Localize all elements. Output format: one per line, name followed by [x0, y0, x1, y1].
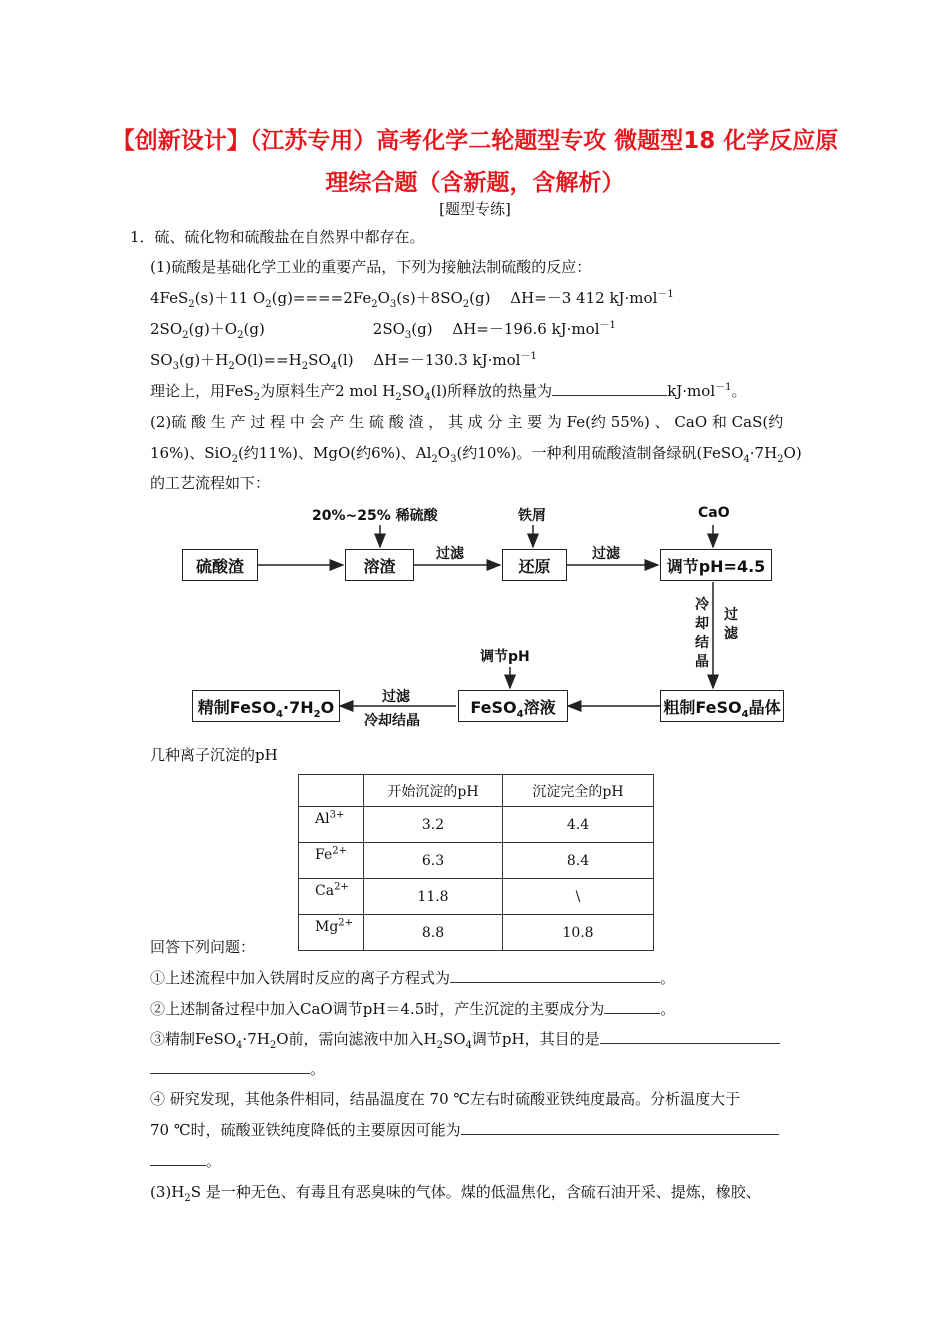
box-sulfuric-slag: 硫酸渣 [182, 549, 258, 581]
part2-line2: 16%)、SiO$_2$(约11%)、MgO(约6%)、$Al_2O_3$(约10%)。一种利用硫酸渣制备绿矾$(FeSO_4\cdot 7H_2O)$ [150, 444, 802, 465]
table-header-row [299, 775, 654, 807]
questions-intro: 回答下列问题： [150, 938, 256, 956]
end-ph-cell: \ [503, 879, 654, 915]
ion-cell: $Mg^{2+}$ [299, 915, 364, 951]
sub-question-4-line1: ④ 研究发现，其他条件相同，结晶温度在 70 ℃左右时硫酸亚铁纯度最高。分析温度大于 [150, 1090, 741, 1108]
table-header-cell [299, 775, 364, 807]
box-adjust-ph: 调节pH=4.5 [660, 549, 772, 581]
box-feso4-solution: FeSO$_4$溶液 [458, 690, 568, 722]
equation-2: $2SO_2(g)+O_2(g)$ $2SO_3(g)$ ΔH=－196.6 kJ·mol$^{-1}$ [150, 320, 616, 341]
ion-cell: $Fe^{2+}$ [299, 843, 364, 879]
label-iron-scraps: 铁屑 [518, 508, 546, 524]
table-row [299, 879, 654, 915]
label-cool-crystallize: 冷却结晶 [364, 713, 420, 729]
ion-cell: $Ca^{2+}$ [299, 879, 364, 915]
sub-question-3: ③精制$FeSO_4\cdot 7H_2O$前，需向滤液中加入$H_2SO_4$调节pH，其目的是 [150, 1028, 780, 1050]
part2-line3: 的工艺流程如下： [150, 474, 271, 492]
start-ph-cell: 11.8 [364, 879, 503, 915]
box-crude-feso4: 粗制FeSO$_4$晶体 [660, 690, 784, 722]
sub-question-4-line2: 70 ℃时，硫酸亚铁纯度降低的主要原因可能为 [150, 1119, 779, 1141]
answer-blank-precipitate[interactable] [604, 998, 660, 1014]
table-caption: 几种离子沉淀的pH [150, 746, 278, 764]
end-ph-cell: 8.4 [503, 843, 654, 879]
start-ph-cell: 3.2 [364, 807, 503, 843]
part3-intro: $(3)H_2S$ 是一种无色、有毒且有恶臭味的气体。煤的低温焦化，含硫石油开采、提炼，橡胶、 [150, 1183, 761, 1204]
label-filter-2: 过滤 [592, 546, 620, 562]
table-row [299, 915, 654, 951]
answer-blank-ionic-equation[interactable] [450, 967, 660, 983]
table-row [299, 807, 654, 843]
start-ph-cell: 6.3 [364, 843, 503, 879]
table-row [299, 843, 654, 879]
label-dilute-acid: 20%~25% 稀硫酸 [312, 508, 438, 524]
sub-question-1: ①上述流程中加入铁屑时反应的离子方程式为 。 [150, 969, 676, 987]
end-ph-cell: 4.4 [503, 807, 654, 843]
table-header-cell: 开始沉淀的pH [364, 775, 503, 807]
label-cool-crystallize-vertical: 冷却结晶 [695, 597, 709, 670]
table-header-cell: 沉淀完全的pH [503, 775, 654, 807]
label-adjust-ph: 调节pH [480, 649, 530, 665]
equation-3: $SO_3(g)+H_2O(l)==H_2SO_4(l)$ ΔH=－130.3 kJ·mol$^{-1}$ [150, 351, 537, 372]
start-ph-cell: 8.8 [364, 915, 503, 951]
equation-1: 4FeS$_2$(s)＋11 $O_2(g)====2Fe_2O_3(s)+8SO_2(g)$ ΔH=－3 412 kJ·mol$^{-1}$ [150, 289, 674, 310]
section-subtitle: [题型专练] [439, 200, 511, 218]
end-ph-cell: 10.8 [503, 915, 654, 951]
ion-cell: $Al^{3+}$ [299, 807, 364, 843]
label-cao: CaO [698, 505, 730, 521]
part1-intro: (1)硫酸是基础化学工业的重要产品，下列为接触法制硫酸的反应： [150, 258, 592, 276]
answer-blank-purpose-cont[interactable] [150, 1058, 310, 1074]
box-reduce: 还原 [502, 549, 567, 581]
label-filter-1: 过滤 [436, 546, 464, 562]
answer-blank-purpose[interactable] [600, 1028, 780, 1044]
sub-question-3-cont: 。 [150, 1058, 325, 1080]
theory-question: 理论上，用FeS$_2$为原料生产2 mol $H_2SO_4(l)$所释放的热量为 kJ·mol$^{-1}$。 [150, 382, 747, 403]
label-filter-vertical: 过滤 [724, 607, 738, 642]
sub-question-4-line3: 。 [150, 1150, 221, 1172]
precipitation-table [298, 774, 654, 951]
part2-line1: (2)硫 酸 生 产 过 程 中 会 产 生 硫 酸 渣 ， 其 成 分 主 要 为 Fe(约 55%) 、 CaO 和 CaS(约 [150, 413, 784, 431]
box-refined-feso4: 精制$FeSO_4\cdot 7H_2O$ [192, 690, 340, 722]
question-stem: 1．硫、硫化物和硫酸盐在自然界中都存在。 [130, 228, 425, 246]
document-title: 【创新设计】（江苏专用）高考化学二轮题型专攻 微题型18 化学反应原理综合题（含新题，含解析） [111, 128, 839, 196]
answer-blank-reason[interactable] [461, 1119, 779, 1135]
sub-question-2: ②上述制备过程中加入CaO调节pH＝4.5时，产生沉淀的主要成分为 。 [150, 1000, 676, 1018]
answer-blank-reason-cont[interactable] [150, 1150, 206, 1166]
box-dissolve: 溶渣 [345, 549, 414, 581]
label-filter-3: 过滤 [382, 689, 410, 705]
